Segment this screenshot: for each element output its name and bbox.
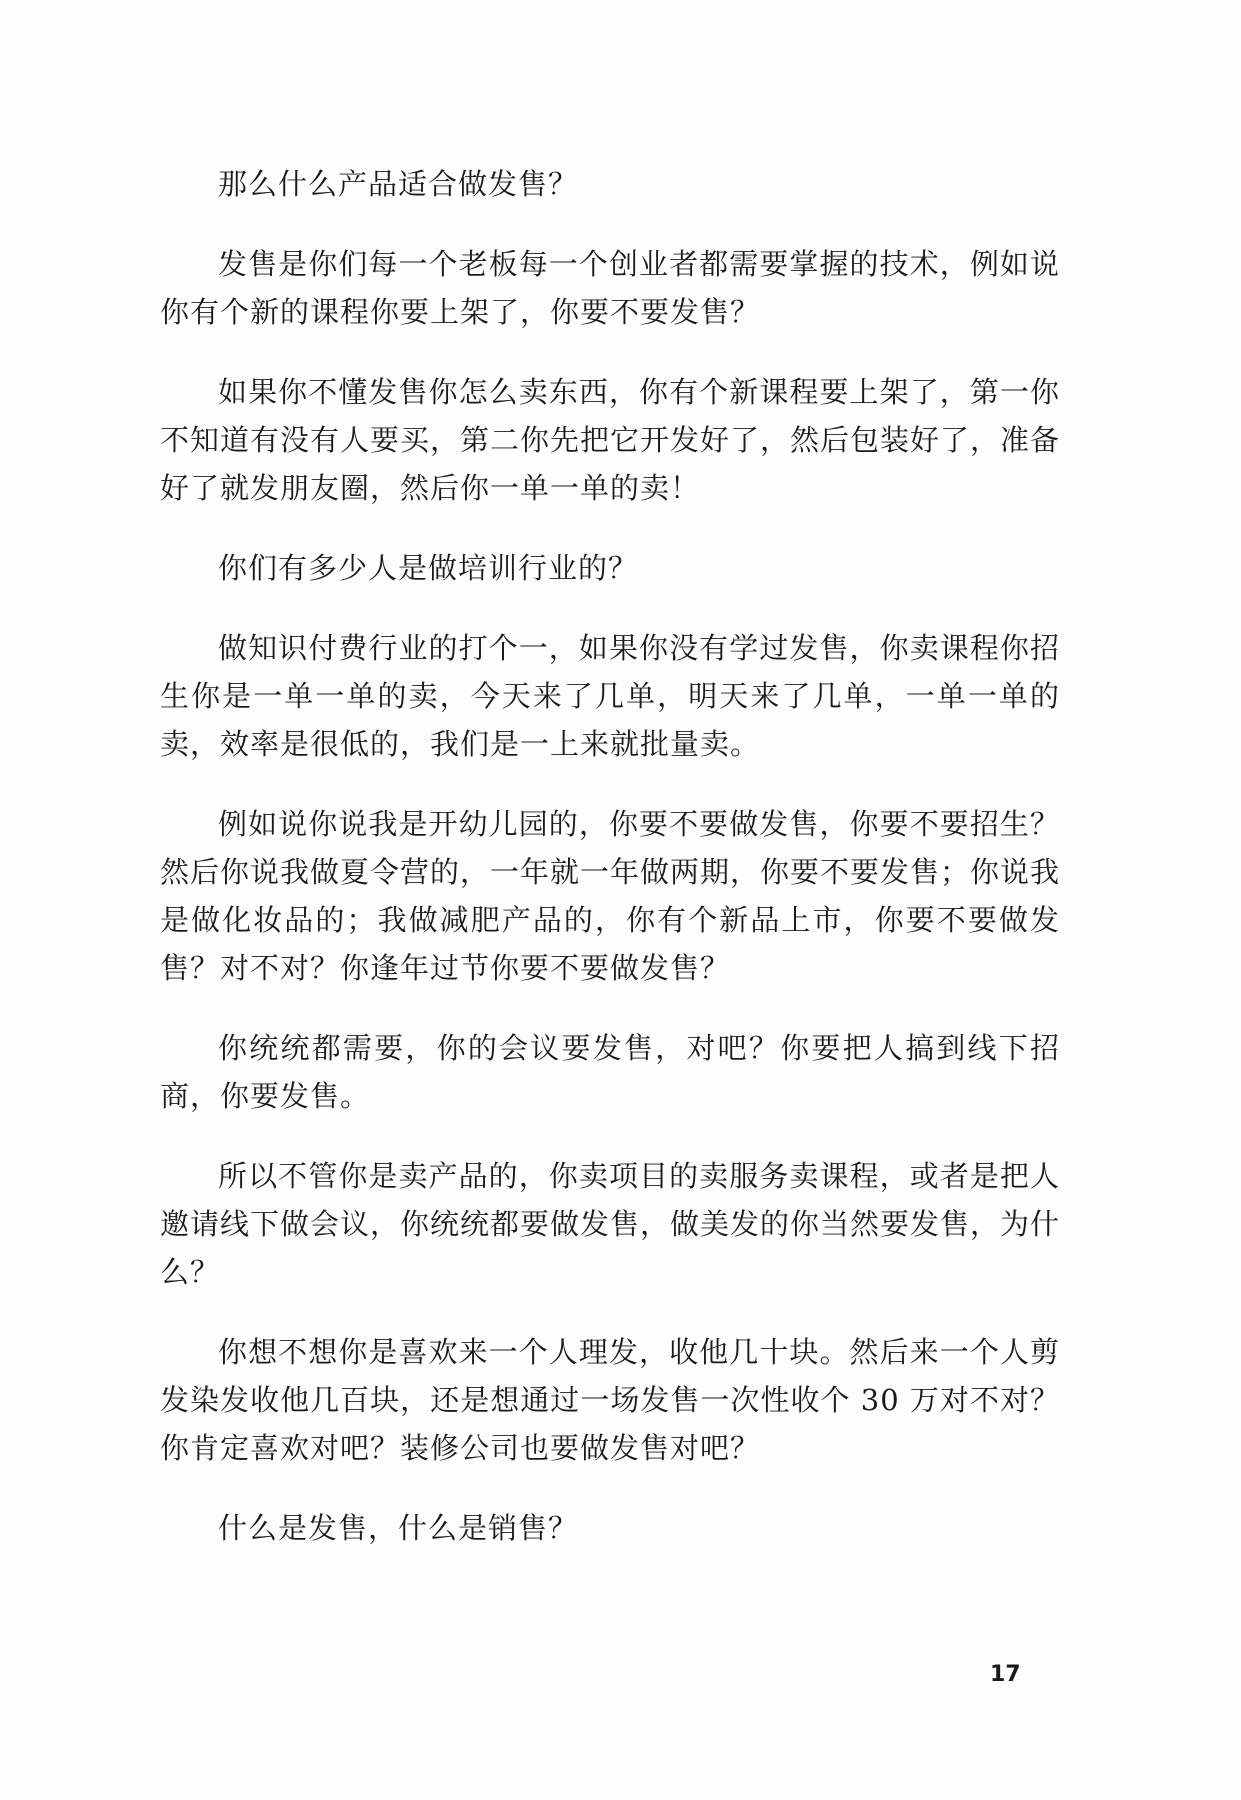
paragraph: 发售是你们每一个老板每一个创业者都需要掌握的技术，例如说你有个新的课程你要上架了，你要不要发售？ bbox=[160, 247, 1060, 329]
paragraph: 你们有多少人是做培训行业的？ bbox=[218, 551, 639, 585]
paragraph: 你统统都需要，你的会议要发售，对吧？你要把人搞到线下招商，你要发售。 bbox=[160, 1031, 1060, 1113]
page-number: 17 bbox=[990, 1662, 1021, 1687]
paragraph: 你想不想你是喜欢来一个人理发，收他几十块。然后来一个人剪发染发收他几百块，还是想通过一场发售一次性收个 30 万对不对？你肯定喜欢对吧？装修公司也要做发售对吧？ bbox=[160, 1335, 1060, 1465]
body-text bbox=[160, 160, 1060, 1584]
paragraph: 那么什么产品适合做发售？ bbox=[218, 167, 579, 201]
paragraph: 例如说你说我是开幼儿园的，你要不要做发售，你要不要招生？然后你说我做夏令营的，一年就一年做两期，你要不要发售；你说我是做化妆品的；我做减肥产品的，你有个新品上市，你要不要做发售？对不对？你逢年过节你要不要做发售？ bbox=[160, 807, 1061, 985]
paragraph: 如果你不懂发售你怎么卖东西，你有个新课程要上架了，第一你不知道有没有人要买，第二你先把它开发好了，然后包装好了，准备好了就发朋友圈，然后你一单一单的卖！ bbox=[160, 375, 1061, 505]
paragraph: 做知识付费行业的打个一，如果你没有学过发售，你卖课程你招生你是一单一单的卖，今天来了几单，明天来了几单，一单一单的卖，效率是很低的，我们是一上来就批量卖。 bbox=[160, 631, 1060, 761]
paragraph: 所以不管你是卖产品的，你卖项目的卖服务卖课程，或者是把人邀请线下做会议，你统统都要做发售，做美发的你当然要发售，为什么？ bbox=[160, 1159, 1061, 1289]
paragraph: 什么是发售，什么是销售？ bbox=[218, 1511, 579, 1545]
